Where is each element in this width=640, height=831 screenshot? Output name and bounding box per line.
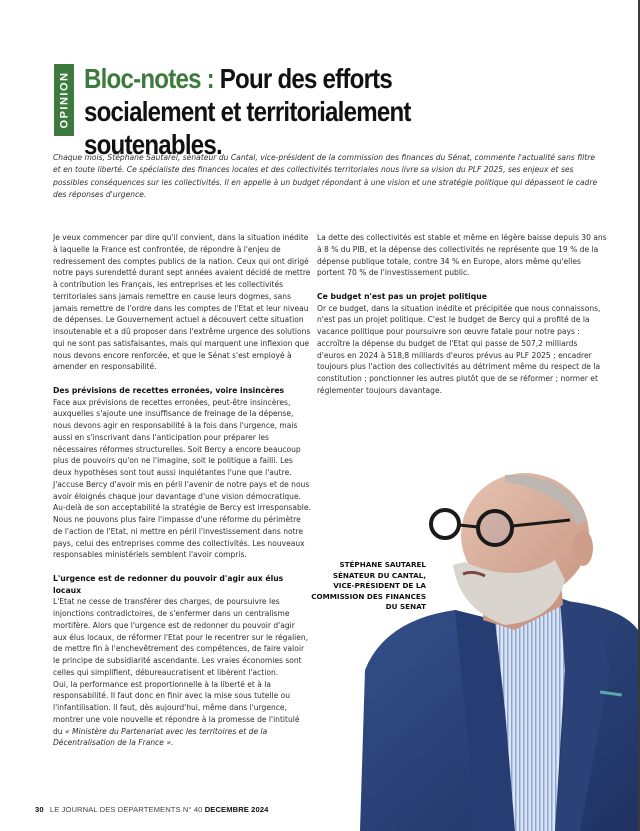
body-paragraph: Face aux prévisions de recettes erronées, peut-être insincères, auxquelles s'ajoute une insuffisance de freinage de la dépense, nous devons agir en responsabilité à la fois dans l'urgence, mais aussi en s'inscrivant dans l'anticipation pour préparer les nécessaires réformes structurelles. Soit Bercy a encore beaucoup plus de pouvoirs qu'on ne l'imagine, soit le politique a failli. Les deux hypothèses sont tout aussi inquiétantes l'une que l'autre. J'accuse Bercy d'avoir mis en péril l'avenir de notre pays et de nous avoir éloignés chaque jour davantage d'une vision démocratique. [53, 397, 310, 501]
body-text: Oui, la performance est proportionnelle à la liberté et à la responsabilité. Il faut donc en finir avec la mise sous tutelle ou l'infantilisation. Il faut, dès aujourd'hui, même dans l'urgence, montrer une voie nouvelle et répondre à la promesse de l'intitulé du [53, 679, 300, 736]
caption-line: DU SENAT [385, 602, 426, 612]
intro-paragraph: Je veux commencer par dire qu'il convient, dans la situation inédite à laquelle la France est confrontée, de répondre à l'enjeu de redressement des comptes publics de la nation. Ceux qui ont dirigé notre pays surendetté durant sept années avaient décidé de mettre à contribution les Français, les entreprises et les collectivités territoriales sans jamais remettre en cause leurs dogmes, sans jamais remettre de l'ordre dans les comptes de l'Etat et leur niveau de dépenses. Le Gouvernement actuel a découvert cette situation insoutenable et a dû proposer dans l'extrême urgence des solutions qui ne sont pas satisfaisantes, mais qui marquent une inflexion que nous devons encore renforcée, et que le Sénat s'est employé à amender en responsabilité. [53, 233, 311, 372]
body-paragraph: Au-delà de son acceptabilité la stratégie de Bercy est irresponsable. Nous ne pouvons plus faire l'impasse d'une réforme du périmètre de l'action de l'Etat, ni mettre en péril l'investissement dans notre pays, celui des entreprises comme des collectivités. Les nouveaux responsables ministériels semblent l'avoir compris. [53, 503, 311, 560]
caption-line: SÉNATEUR DU CANTAL, [332, 570, 426, 580]
body-paragraph: L'Etat ne cesse de transférer des charges, de poursuivre les injonctions contradictoires, de s'enfermer dans un centralisme mortifère. Alors que l'urgence est de redonner du pouvoir d'agir aux élus locaux, de réformer l'Etat pour le recentrer sur le régalien, de mettre fin à l'enchevêtrement des compétences, de faire valoir le principe de subsidiarité ascendante. Les vraies économies sont celles qui simplifient, débureaucratisent et libèrent l'action. [53, 597, 309, 677]
publication-name: LE JOURNAL DES DEPARTEMENTS N° 40 [49, 805, 203, 814]
photo-caption [298, 560, 426, 613]
title-headline: Pour des efforts socialement et territorialement soutenables. [84, 63, 411, 160]
portrait-illustration [355, 470, 638, 831]
page-title [84, 62, 514, 161]
caption-line: STÉPHANE SAUTAREL [339, 560, 426, 569]
article-column-right [317, 232, 607, 397]
section-tag-opinion [54, 64, 74, 136]
article-column-left [53, 232, 311, 749]
title-kicker: Bloc-notes : [84, 63, 214, 94]
section-heading: L'urgence est de redonner du pouvoir d'agir aux élus locaux [53, 573, 284, 595]
caption-line: VICE-PRÉSIDENT DE LA [333, 581, 426, 591]
section-heading: Des prévisions de recettes erronées, voire insincères [53, 385, 285, 395]
caption-line: COMMISSION DES FINANCES [311, 591, 426, 601]
page-footer [35, 805, 268, 814]
section-tag-label: OPINION [58, 71, 71, 129]
body-paragraph [53, 679, 311, 750]
section-heading: Ce budget n'est pas un projet politique [317, 291, 487, 301]
portrait-photo [355, 470, 638, 831]
ministry-quote: « Ministère du Partenariat avec les territoires et de la Décentralisation de la France ». [53, 726, 268, 748]
issue-date: DECEMBRE 2024 [204, 805, 269, 814]
body-paragraph: La dette des collectivités est stable et même en légère baisse depuis 30 ans à 8 % du PIB, et la dépense des collectivités ne représente que 19 % de la dépense publique totale, contre 34 % en Europe, alors même qu'elles portent 70 % de l'investissement public. [317, 233, 607, 278]
page-number: 30 [35, 805, 44, 814]
standfirst: Chaque mois, Stéphane Sautarel, sénateur du Cantal, vice-président de la commission des finances du Sénat, commente l'actualité sans filtre et en toute liberté. Ce spécialiste des finances locales et des collectivités territoriales nous livre sa vision du PLF 2025, ses enjeux et ses possibles conséquences sur les collectivités. Il en appelle à un budget répondant à une vision et une stratégie politique qui dépassent le cadre des réponses d'urgence. [53, 153, 598, 200]
body-paragraph: Or ce budget, dans la situation inédite et précipitée que nous connaissons, n'est pas un projet politique. C'est le budget de Bercy qui a profité de la vacance politique pour poursuivre son œuvre fatale pour notre pays : accroître la dépense du budget de l'Etat qui passe de 507,2 milliards d'euros en 2024 à 518,8 milliards d'euros prévus au PLF 2025 ; encadrer toujours plus l'action des collectivités au détriment même du respect de la constitution ; ponctionner les autres plutôt que de se réformer ; normer et réglementer toujours davantage. [317, 303, 601, 395]
